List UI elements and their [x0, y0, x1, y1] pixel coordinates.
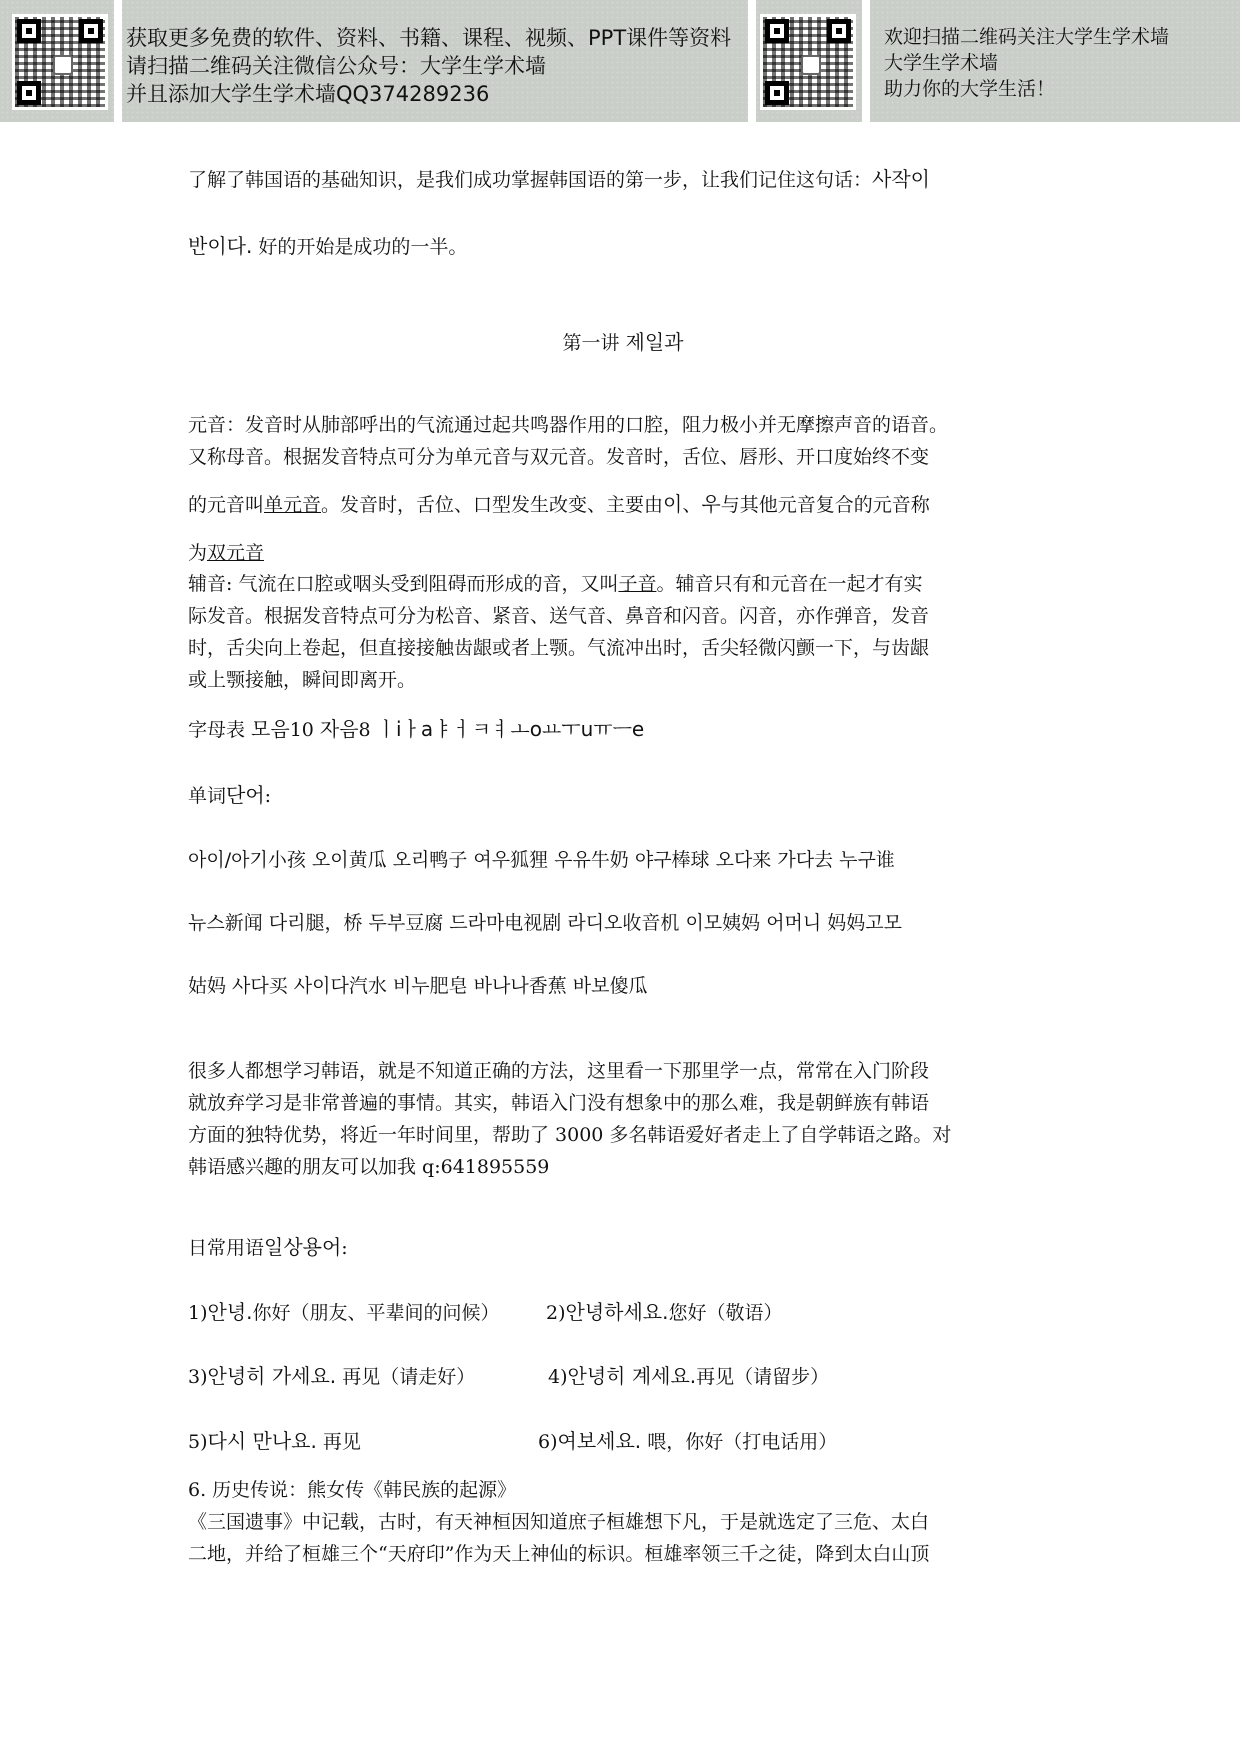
top-banner	[0, 0, 1240, 122]
banner-left-line-1: 获取更多免费的软件、资料、书籍、课程、视频、PPT课件等资料	[126, 26, 732, 50]
banner-left-line-2: 请扫描二维码关注微信公众号：大学生学术墙	[126, 54, 546, 78]
qr-code-icon	[760, 14, 856, 110]
vowel-line-3: 的元音叫单元音。发音时，舌位、口型发生改变、主要由이、우与其他元音复合的元音称	[188, 492, 930, 516]
consonant-line-2: 际发音。根据发音特点可分为松音、紧音、送气音、鼻音和闪音。闪音，亦作弹音，发音	[188, 605, 930, 627]
words-line-3: 姑妈 사다买 사이다汽水 비누肥皂 바나나香蕉 바보傻瓜	[188, 975, 648, 997]
promo-line-3: 方面的独特优势，将近一年时间里，帮助了 3000 多名韩语爱好者走上了自学韩语之路。对	[188, 1124, 952, 1146]
banner-right-line-1: 欢迎扫描二维码关注大学生学术墙	[884, 26, 1170, 48]
consonant-line-3: 时，舌尖向上卷起，但直接接触齿龈或者上颚。气流冲出时，舌尖轻微闪颤一下，与齿龈	[188, 637, 930, 659]
banner-left-line-3: 并且添加大学生学术墙QQ374289236	[126, 82, 490, 106]
banner-right-line-2: 大学生学术墙	[884, 52, 999, 74]
words-label: 单词단어:	[188, 783, 272, 807]
words-line-1: 아이/아기小孩 오이黄瓜 오리鸭子 여우狐狸 우유牛奶 야구棒球 오다来 가다去 누구谁	[188, 849, 895, 871]
term-consonant: 子音	[618, 573, 657, 595]
phrase-2: 2)안녕하세요.您好（敬语）	[546, 1300, 783, 1324]
phrase-6: 6)여보세요. 喂，你好（打电话用）	[538, 1429, 838, 1453]
phrase-5: 5)다시 만나요. 再见	[188, 1429, 361, 1453]
intro-line-2: 반이다. 好的开始是成功的一半。	[188, 234, 468, 258]
vowel-line-1: 元音：发音时从肺部呼出的气流通过起共鸣器作用的口腔，阻力极小并无摩擦声音的语音。	[188, 414, 949, 436]
banner-left-text	[126, 24, 731, 108]
phrase-1: 1)안녕.你好（朋友、平辈间的问候）	[188, 1300, 500, 1324]
consonant-line-1: 辅音: 气流在口腔或咽头受到阻碍而形成的音，又叫子音。辅音只有和元音在一起才有实	[188, 573, 923, 595]
intro-line-1: 了解了韩国语的基础知识，是我们成功掌握韩国语的第一步，让我们记住这句话：사작이	[188, 167, 930, 191]
history-heading: 6. 历史传说：熊女传《韩民族的起源》	[188, 1479, 517, 1501]
history-line-1: 《三国遗事》中记载，古时，有天神桓因知道庶子桓雄想下凡，于是就选定了三危、太白	[188, 1511, 930, 1533]
alphabet-line: 字母表 모음10 자음8 ㅣiㅏaㅑㅓㅋㅕㅗoㅛㅜuㅠㅡe	[188, 717, 645, 741]
vowel-line-4: 为双元音	[188, 542, 265, 564]
phrase-4: 4)안녕히 계세요.再见（请留步）	[548, 1364, 830, 1388]
words-line-2: 뉴스新闻 다리腿，桥 두부豆腐 드라마电视剧 라디오收音机 이모姨妈 어머니 妈妈고모	[188, 912, 903, 934]
term-monophthong: 单元音	[264, 494, 322, 516]
phrases-label: 日常用语일상용어:	[188, 1235, 348, 1259]
consonant-line-4: 或上颚接触，瞬间即离开。	[188, 669, 417, 691]
history-line-2: 二地，并给了桓雄三个“天府印”作为天上神仙的标识。桓雄率领三千之徒，降到太白山顶	[188, 1543, 930, 1565]
promo-line-1: 很多人都想学习韩语，就是不知道正确的方法，这里看一下那里学一点，常常在入门阶段	[188, 1060, 930, 1082]
promo-line-2: 就放弃学习是非常普遍的事情。其实，韩语入门没有想象中的那么难，我是朝鲜族有韩语	[188, 1092, 930, 1114]
phrase-3: 3)안녕히 가세요. 再见（请走好）	[188, 1364, 476, 1388]
promo-line-4: 韩语感兴趣的朋友可以加我 q:641895559	[188, 1156, 550, 1178]
qr-code-icon	[12, 14, 108, 110]
banner-right-text	[884, 24, 1169, 102]
banner-right-line-3: 助力你的大学生活！	[884, 78, 1056, 100]
vowel-line-2: 又称母音。根据发音特点可分为单元音与双元音。发音时，舌位、唇形、开口度始终不变	[188, 446, 930, 468]
term-diphthong: 双元音	[207, 542, 265, 564]
lesson-title: 第一讲 제일과	[562, 330, 684, 354]
